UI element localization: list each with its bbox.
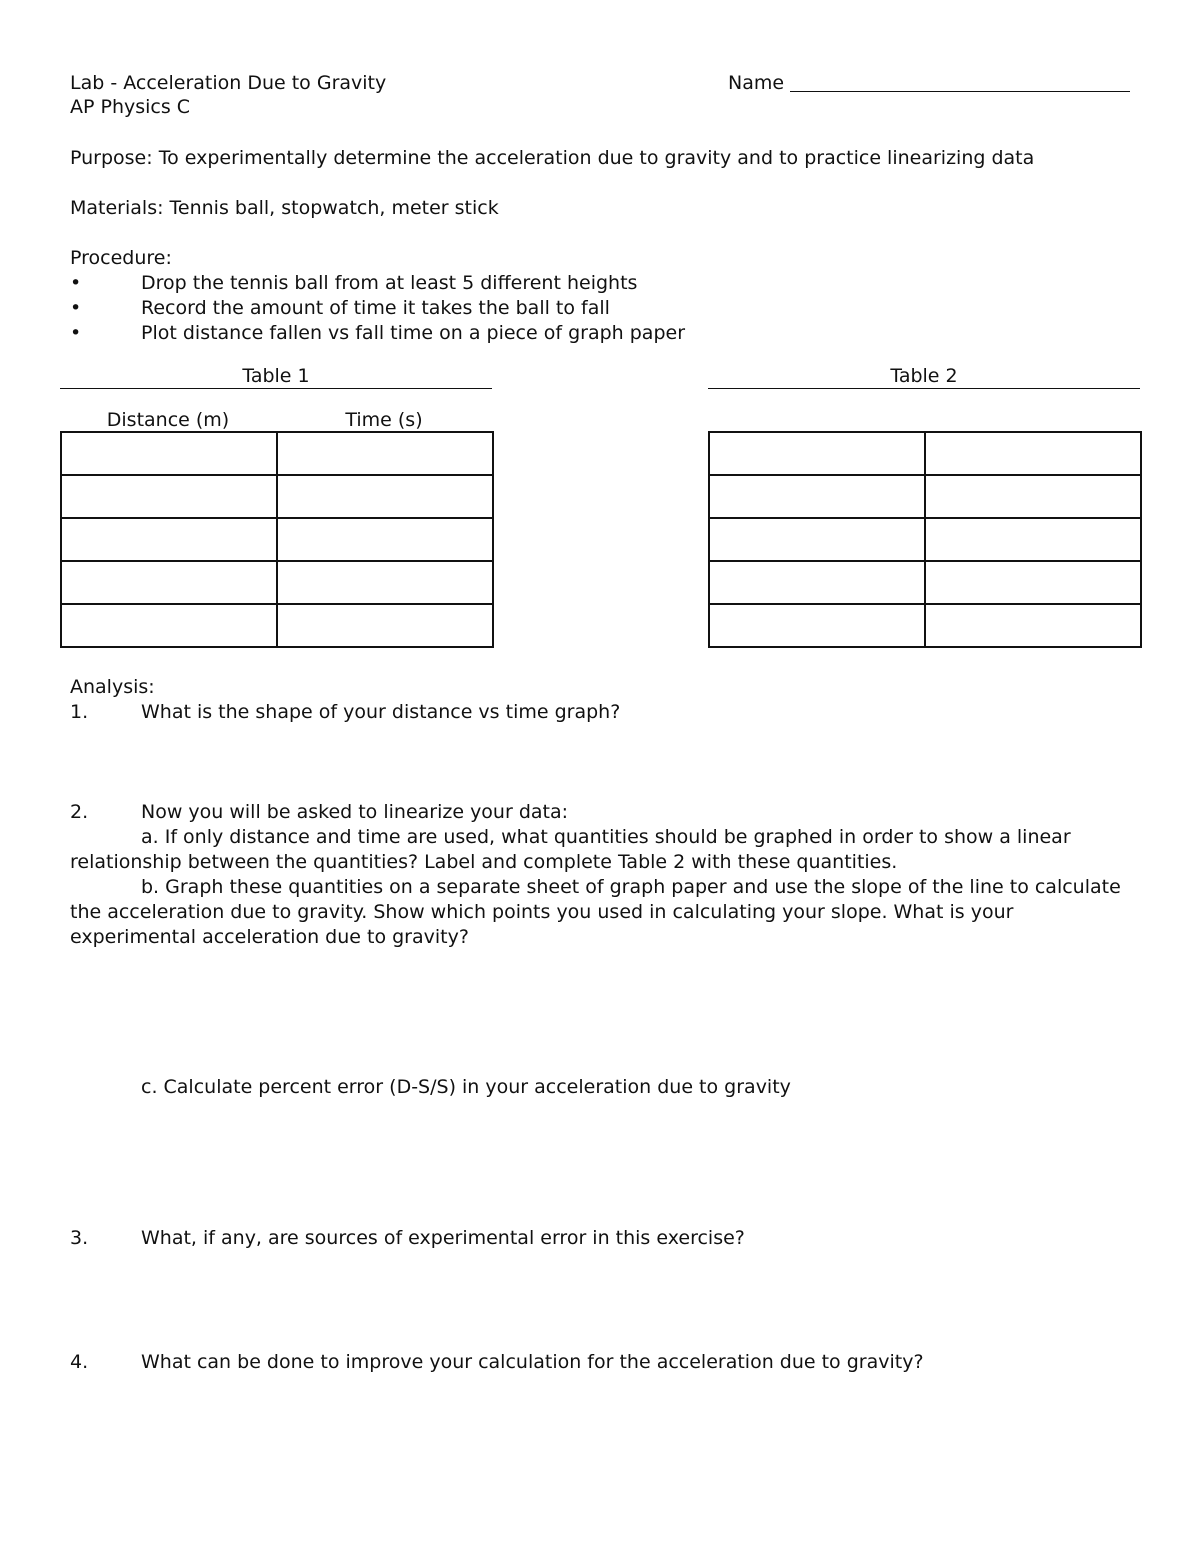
- table-cell[interactable]: [925, 604, 1141, 647]
- table-cell[interactable]: [925, 518, 1141, 561]
- table-cell[interactable]: [277, 475, 493, 518]
- question-number: 3.: [70, 1227, 89, 1249]
- materials-text: Materials: Tennis ball, stopwatch, meter stick: [70, 197, 499, 219]
- table-cell[interactable]: [709, 561, 925, 604]
- table-row: [61, 561, 493, 604]
- table-cell[interactable]: [709, 432, 925, 475]
- bullet-icon: •: [70, 297, 82, 319]
- table-cell[interactable]: [61, 432, 277, 475]
- name-field[interactable]: [790, 91, 1130, 92]
- table-row: [61, 604, 493, 647]
- table-row: [709, 561, 1141, 604]
- bullet-icon: •: [70, 322, 82, 344]
- question-number: 2.: [70, 801, 89, 823]
- bullet-icon: •: [70, 272, 82, 294]
- table-cell[interactable]: [61, 561, 277, 604]
- table-cell[interactable]: [925, 432, 1141, 475]
- name-label: Name: [728, 72, 785, 94]
- question-number: 1.: [70, 701, 89, 723]
- table-cell[interactable]: [61, 604, 277, 647]
- table-cell[interactable]: [61, 518, 277, 561]
- analysis-heading: Analysis:: [70, 676, 155, 698]
- purpose-text: Purpose: To experimentally determine the acceleration due to gravity and to practice linearizing data: [70, 147, 1035, 169]
- table-cell[interactable]: [709, 475, 925, 518]
- table-row: [709, 432, 1141, 475]
- table-cell[interactable]: [925, 561, 1141, 604]
- lab-title: Lab - Acceleration Due to Gravity: [70, 72, 387, 94]
- table-row: [709, 604, 1141, 647]
- table2-title: Table 2: [890, 365, 958, 387]
- table-cell[interactable]: [277, 518, 493, 561]
- table-row: [61, 432, 493, 475]
- table-row: [709, 518, 1141, 561]
- procedure-heading: Procedure:: [70, 247, 172, 269]
- table1-title-rule: [60, 388, 492, 389]
- table2: [708, 431, 1142, 648]
- question-4-text: What can be done to improve your calculation for the acceleration due to gravity?: [141, 1351, 924, 1373]
- question-2-text: Now you will be asked to linearize your data:: [141, 801, 569, 823]
- table-cell[interactable]: [709, 604, 925, 647]
- table-row: [709, 475, 1141, 518]
- procedure-step: Plot distance fallen vs fall time on a piece of graph paper: [141, 322, 686, 344]
- table-row: [61, 518, 493, 561]
- table1-header-distance: Distance (m): [106, 409, 230, 431]
- table1-header-time: Time (s): [345, 409, 423, 431]
- table-cell[interactable]: [925, 475, 1141, 518]
- question-2a-text: a. If only distance and time are used, what quantities should be graphed in order to show a linear relationship between the quantities? Label and complete Table 2 with these quantities.: [70, 826, 1071, 873]
- question-3-text: What, if any, are sources of experimental error in this exercise?: [141, 1227, 745, 1249]
- table1-title: Table 1: [242, 365, 310, 387]
- question-2b-text: b. Graph these quantities on a separate sheet of graph paper and use the slope of the line to calculate the acceleration due to gravity. Show which points you used in calculating your slope. What is your experimental acceleration due to gravity?: [70, 876, 1121, 948]
- table-cell[interactable]: [277, 604, 493, 647]
- question-2c-text: c. Calculate percent error (D-S/S) in your acceleration due to gravity: [141, 1076, 791, 1098]
- procedure-step: Record the amount of time it takes the ball to fall: [141, 297, 610, 319]
- table-row: [61, 475, 493, 518]
- table1: [60, 431, 494, 648]
- procedure-step: Drop the tennis ball from at least 5 different heights: [141, 272, 638, 294]
- table-cell[interactable]: [709, 518, 925, 561]
- question-number: 4.: [70, 1351, 89, 1373]
- table-cell[interactable]: [277, 432, 493, 475]
- course-name: AP Physics C: [70, 96, 191, 118]
- question-1-text: What is the shape of your distance vs time graph?: [141, 701, 621, 723]
- table-cell[interactable]: [277, 561, 493, 604]
- table-cell[interactable]: [61, 475, 277, 518]
- table2-title-rule: [708, 388, 1140, 389]
